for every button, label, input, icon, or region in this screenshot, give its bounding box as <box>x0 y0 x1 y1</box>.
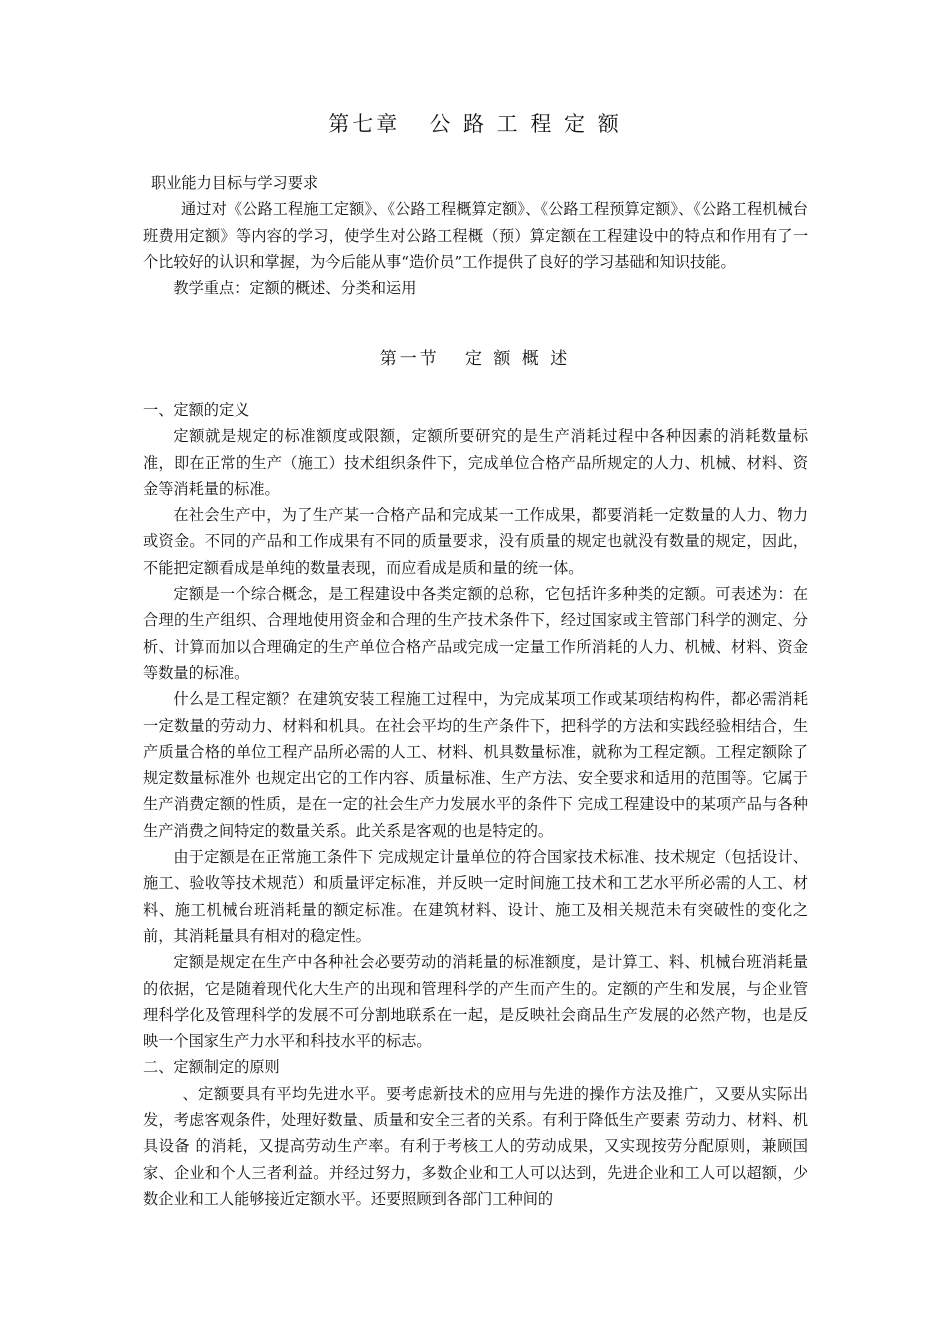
teaching-focus: 教学重点：定额的概述、分类和运用 <box>173 279 417 298</box>
intro-block <box>143 170 808 301</box>
part1-paragraph: 定额是一个综合概念，是工程建设中各类定额的总称，它包括许多种类的定额。可表述为：在合理的生产组织、合理地使用资金和合理的生产技术条件下，经过国家或主管部门科学的测定、分析、计算而加以合理确定的生产单位合格产品或完成一定量工作所消耗的人力、机械、材料、资金等数量的标准。 <box>143 585 808 682</box>
part2-heading: 二、定额制定的原则 <box>143 1058 280 1077</box>
part1-paragraph: 由于定额是在正常施工条件下 完成规定计量单位的符合国家技术标准、技术规定（包括设计、施工、验收等技术规范）和质量评定标准，并反映一定时间施工技术和工艺水平所必需的人工、材料、施工机械台班消耗量的额定标准。在建筑材料、设计、施工及相关规范未有突破性的变化之前，其消耗量具有相对的稳定性。 <box>143 848 808 945</box>
part1-block <box>143 397 808 1212</box>
part1-heading: 一、定额的定义 <box>143 401 250 419</box>
part1-paragraph: 定额就是规定的标准额度或限额，定额所要研究的是生产消耗过程中各种因素的消耗数量标准，即在正常的生产（施工）技术组织条件下，完成单位合格产品所规定的人力、机械、材料、资金等消耗量的标准。 <box>143 427 808 498</box>
chapter-title: 第七章 公 路 工 程 定 额 <box>328 112 622 136</box>
intro-heading: 职业能力目标与学习要求 <box>151 174 319 192</box>
part1-paragraph: 定额是规定在生产中各种社会必要劳动的消耗量的标准额度，是计算工、料、机械台班消耗量的依据，它是随着现代化大生产的出现和管理科学的产生而产生的。定额的产生和发展，与企业管理科学化及管理科学的发展不可分割地联系在一起，是反映社会商品生产发展的必然产物，也是反映一个国家生产力水平和科技水平的标志。 <box>143 953 808 1051</box>
section-title: 第一节 定 额 概 述 <box>379 349 571 369</box>
part1-paragraph: 什么是工程定额？在建筑安装工程施工过程中，为完成某项工作或某项结构构件，都必需消耗一定数量的劳动力、材料和机具。在社会平均的生产条件下，把科学的方法和实践经验相结合，生产质量合格的单位工程产品所必需的人工、材料、机具数量标准，就称为工程定额。工程定额除了规定数量标准外 也规定出它的工作内容、质量标准、生产方法、安全要求和适用的范围等。它属于生产消费定额的性质，是在一定的社会生产力发展水平的条件下 完成工程建设中的某项产品与各种生产消费之间特定的数量关系。此关系是客观的也是特定的。 <box>143 690 808 840</box>
part2-paragraph: 、定额要具有平均先进水平。要考虑新技术的应用与先进的操作方法及推广，又要从实际出发，考虑客观条件，处理好数量、质量和安全三者的关系。有利于降低生产要素 劳动力、材料、机具设备 的消耗，又提高劳动生产率。有利于考核工人的劳动成果，又实现按劳分配原则，兼顾国家、企业和个人三者利益。并经过努力，多数企业和工人可以达到，先进企业和工人可以超额，少数企业和工人能够接近定额水平。还要照顾到各部门工种间的 <box>143 1084 808 1208</box>
intro-paragraph: 通过对《公路工程施工定额》、《公路工程概算定额》、《公路工程预算定额》、《公路工程机械台班费用定额》等内容的学习，使学生对公路工程概（预）算定额在工程建设中的特点和作用有了一个比较好的认识和掌握，为今后能从事“造价员”工作提供了良好的学习基础和知识技能。 <box>143 200 808 271</box>
part1-paragraph: 在社会生产中，为了生产某一合格产品和完成某一工作成果，都要消耗一定数量的人力、物力或资金。不同的产品和工作成果有不同的质量要求，没有质量的规定也就没有数量的规定，因此，不能把定额看成是单纯的数量表现，而应看成是质和量的统一体。 <box>143 506 808 577</box>
